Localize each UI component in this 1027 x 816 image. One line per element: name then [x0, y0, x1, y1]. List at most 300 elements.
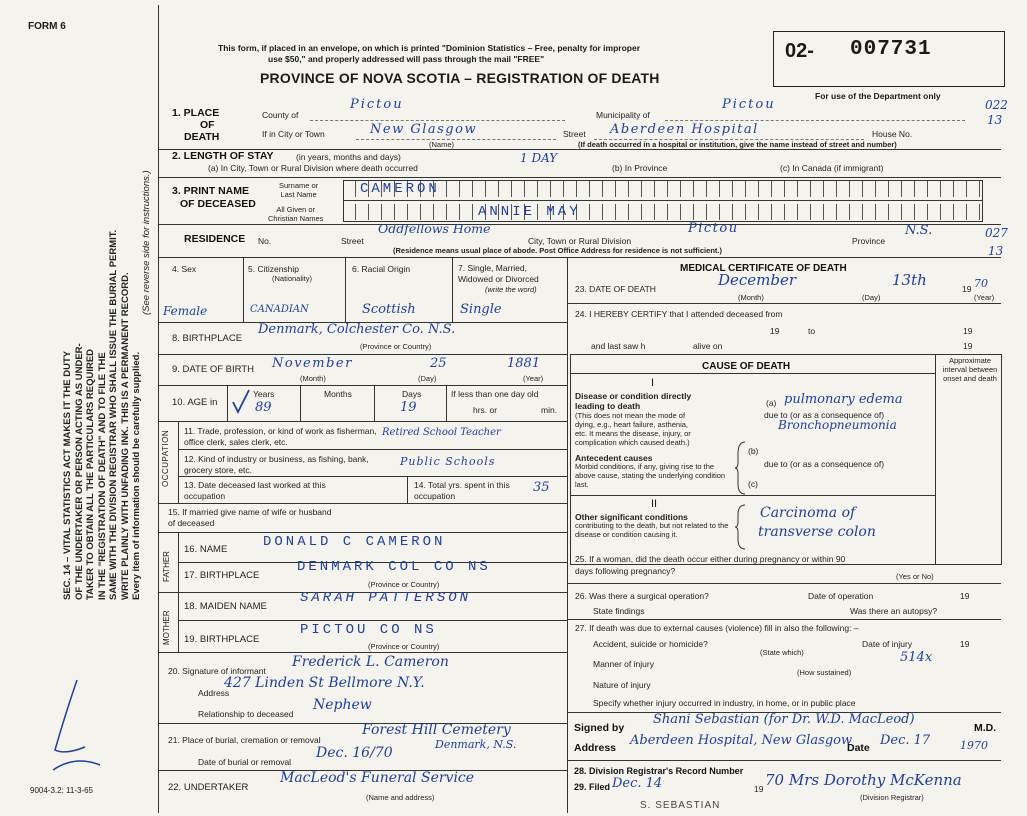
county-value: Pictou — [350, 97, 404, 112]
deceased-name-label: 3. PRINT NAME OF DECEASED — [172, 185, 256, 210]
days-label: Days — [402, 389, 422, 399]
street-label: Street — [563, 129, 586, 139]
burial-date-value: Dec. 16/70 — [316, 745, 393, 761]
signed-by-label: Signed by — [574, 722, 625, 734]
name-grid-cell — [408, 204, 421, 220]
name-grid-cell — [382, 204, 395, 220]
registrar-signature: 70 Mrs Dorothy McKenna — [765, 771, 962, 789]
form-id: FORM 6 — [28, 21, 66, 32]
age-div-4 — [446, 385, 447, 421]
footer-code: 9004-3.2: 11-3-65 — [30, 786, 94, 795]
cause-b-tag: (b) — [748, 446, 759, 456]
name-grid-cell — [343, 181, 356, 197]
name-grid-cell — [421, 204, 434, 220]
antecedent-note: Morbid conditions, if any, giving rise to the above cause, stating the underlying condition last. — [575, 462, 726, 489]
marital-value: Single — [460, 302, 502, 317]
father-side-label: FATHER — [162, 551, 171, 582]
name-grid-cell — [668, 181, 681, 197]
state-which-label: (State which) — [760, 648, 804, 657]
municipality-label: Municipality of — [596, 110, 650, 120]
name-grid-cell — [395, 204, 408, 220]
name-grid-cell — [967, 181, 980, 197]
name-grid-cell — [772, 204, 785, 220]
state-findings-label: State findings — [593, 606, 645, 616]
name-grid-cell — [876, 204, 889, 220]
mother-maiden-label: 18. MAIDEN NAME — [184, 601, 267, 612]
cause-a-tag: (a) — [766, 398, 777, 408]
min-label: min. — [541, 405, 558, 415]
other-conditions-label: Other significant conditions — [575, 512, 688, 522]
name-grid-cell — [720, 181, 733, 197]
name-grid-cell — [551, 181, 564, 197]
name-grid-cell — [629, 204, 642, 220]
city-line — [356, 139, 556, 140]
residence-street-value: Oddfellows Home — [378, 221, 491, 236]
name-grid-cell — [837, 204, 850, 220]
informant-address-value: 427 Linden St Bellmore N.Y. — [224, 675, 425, 691]
rule-4 — [158, 257, 1001, 258]
mother-maiden-value: SARAH PATTERSON — [300, 590, 472, 606]
given-value: ANNIE MAY — [478, 204, 581, 220]
name-grid-cell — [824, 181, 837, 197]
city-label: If in City or Town — [262, 129, 325, 139]
date-of-death-label: 23. DATE OF DEATH — [575, 284, 656, 294]
name-grid-cell — [525, 181, 538, 197]
rule-1 — [158, 149, 1001, 150]
mother-side-line — [178, 592, 179, 652]
relationship-label: Relationship to deceased — [198, 709, 294, 719]
residence-note: (Residence means usual place of abode. Post Office Address for residence is not sufficient.) — [393, 246, 722, 255]
mother-birthplace-label: 19. BIRTHPLACE — [184, 634, 260, 645]
name-grid-cell — [850, 204, 863, 220]
sig-address-label: Address — [574, 742, 617, 754]
dob-month: November — [272, 356, 353, 371]
sex-label: 4. Sex — [172, 264, 197, 274]
birthplace-value: Denmark, Colchester Co. N.S. — [258, 322, 456, 337]
direct-cause-label: Disease or condition directly leading to death — [575, 391, 692, 411]
name-grid-cell — [824, 204, 837, 220]
name-grid-cell — [798, 204, 811, 220]
rule-7 — [158, 385, 567, 386]
name-grid-cell — [473, 181, 486, 197]
father-birthplace-value: DENMARK COL CO NS — [297, 559, 491, 575]
sig-date-value: Dec. 17 — [880, 733, 931, 748]
age-div-1 — [227, 385, 228, 421]
name-grid-cell — [564, 181, 577, 197]
filed-date: Dec. 14 — [612, 776, 663, 791]
years-label: Years — [253, 389, 275, 399]
death-year: 70 — [974, 277, 988, 290]
death-day-sub: (Day) — [862, 293, 881, 302]
name-grid-cell — [902, 181, 915, 197]
name-grid-cell — [343, 204, 356, 220]
burial-place-value-2: Denmark, N.S. — [435, 738, 517, 751]
age-div-3 — [374, 385, 375, 421]
dept-code-b: 13 — [987, 113, 1003, 127]
age-days-value: 19 — [400, 400, 417, 415]
total-years-label: 14. Total yrs. spent in this occupation — [414, 480, 510, 501]
citizenship-label: 5. Citizenship — [248, 264, 300, 274]
given-label: All Given or Christian Names — [268, 205, 324, 223]
dob-year-sub: (Year) — [523, 374, 544, 383]
registrar-sub: (Division Registrar) — [860, 793, 924, 802]
name-grid-cell — [733, 181, 746, 197]
rule-m1 — [567, 303, 1001, 304]
certify-label: 24. I HEREBY CERTIFY that I attended deceased from — [575, 309, 783, 319]
father-birthplace-label: 17. BIRTHPLACE — [184, 570, 260, 581]
injury-time: 514x — [900, 650, 933, 665]
surname-label: Surname or Last Name — [279, 181, 319, 199]
mail-notice-2: use $50," and properly addressed will pass through the mail "FREE" — [268, 54, 545, 64]
county-line — [310, 120, 565, 121]
name-grid-cell — [590, 204, 603, 220]
name-grid-cell — [655, 204, 668, 220]
name-grid-cell — [772, 181, 785, 197]
name-grid-cell — [746, 204, 759, 220]
undertaker-label: 22. UNDERTAKER — [168, 782, 249, 793]
county-label: County of — [262, 110, 299, 120]
name-grid-cell — [863, 204, 876, 220]
q26-label: 26. Was there a surgical operation? — [575, 591, 709, 601]
name-grid-cell — [889, 181, 902, 197]
sig-address-value: Aberdeen Hospital, New Glasgow — [630, 733, 853, 748]
alive-on-label: alive on — [693, 341, 723, 351]
trade-label: 11. Trade, profession, or kind of work as fisherman, office clerk, sales clerk, etc. — [184, 426, 377, 447]
name-grid-cell — [434, 204, 447, 220]
burial-place-value: Forest Hill Cemetery — [362, 722, 511, 738]
name-grid-cell — [941, 204, 954, 220]
dept-code-c: 027 — [985, 226, 1008, 240]
autopsy-label: Was there an autopsy? — [850, 606, 938, 616]
name-grid-cell — [642, 181, 655, 197]
name-grid-cell — [694, 181, 707, 197]
q25-label: 25. If a woman, did the death occur either during pregnancy or within 90 days following pregnancy? — [575, 554, 846, 576]
name-grid-cell — [629, 181, 642, 197]
municipality-value: Pictou — [722, 97, 776, 112]
mother-sub: (Province or Country) — [368, 642, 440, 651]
name-grid-cell — [590, 181, 603, 197]
signed-by-value: Shani Sebastian (for Dr. W.D. MacLeod) — [653, 712, 915, 727]
informant-sig-label: 20. Signature of informant — [168, 666, 266, 676]
name-grid-cell — [577, 181, 590, 197]
stay-b-label: (b) In Province — [612, 163, 668, 173]
sex-value: Female — [163, 304, 208, 318]
last-worked-label: 13. Date deceased last worked at this occupation — [184, 480, 326, 501]
rule-8 — [158, 421, 567, 422]
name-grid-cell — [954, 181, 967, 197]
name-grid-cell — [512, 181, 525, 197]
street-value: Aberdeen Hospital — [610, 122, 759, 137]
name-grid-cell — [733, 204, 746, 220]
marital-sub: (write the word) — [485, 285, 537, 294]
race-divider — [452, 257, 453, 322]
name-grid-cell — [902, 204, 915, 220]
length-of-stay-sub: (in years, months and days) — [296, 152, 401, 162]
rule-q26 — [567, 619, 1001, 620]
rule-10 — [178, 476, 567, 477]
residence-city-value: Pictou — [688, 221, 739, 236]
roman-2: II — [651, 498, 658, 510]
hospital-note: (If death occurred in a hospital or institution, give the name instead of street and number) — [578, 140, 897, 149]
see-reverse-note: (See reverse side for instructions.) — [141, 170, 152, 315]
industry-value: Public Schools — [400, 455, 496, 468]
op-date-label: Date of operation — [808, 591, 874, 601]
informant-address-label: Address — [198, 688, 230, 698]
rule-2 — [158, 177, 1001, 178]
sex-divider — [243, 257, 244, 322]
rule-11 — [158, 503, 567, 504]
cause-a-value: pulmonary edema — [784, 392, 903, 407]
department-use-label: For use of the Department only — [815, 91, 941, 101]
dob-year: 1881 — [507, 356, 541, 371]
name-grid-cell — [447, 181, 460, 197]
age-div-2 — [300, 385, 301, 421]
name-grid-cell — [811, 181, 824, 197]
name-grid-cell — [616, 181, 629, 197]
q27-label: 27. If death was due to external causes (violence) fill in also the following: – — [575, 623, 859, 633]
death-month: December — [718, 271, 797, 289]
cit-divider — [345, 257, 346, 322]
place-of-death-label: 1. PLACE OF DEATH — [172, 107, 220, 143]
name-grid-cell — [876, 181, 889, 197]
accident-label: Accident, suicide or homicide? — [593, 639, 708, 649]
municipality-line — [665, 120, 965, 121]
informant-sig-value: Frederick L. Cameron — [292, 654, 449, 670]
mother-birthplace-value: PICTOU CO NS — [300, 622, 437, 638]
stay-a-value: 1 DAY — [520, 151, 558, 165]
direct-cause-note: (This does not mean the mode of dying, e.g., heart failure, asthenia, etc. It means the disease, injury, or complication which caused death.) — [575, 411, 691, 447]
interval-label: Approximate interval between onset and death — [942, 356, 998, 383]
due-to-label-2: due to (or as a consequence of) — [764, 459, 885, 469]
birthplace-label: 8. BIRTHPLACE — [172, 333, 243, 344]
name-grid-cell — [889, 204, 902, 220]
registration-prefix: 02- — [785, 40, 814, 62]
house-no-label: House No. — [872, 129, 913, 139]
name-grid-cell — [928, 204, 941, 220]
cause-title: CAUSE OF DEATH — [702, 361, 791, 372]
name-grid-cell — [486, 181, 499, 197]
name-grid-cell — [356, 204, 369, 220]
name-grid-cell — [499, 181, 512, 197]
birthplace-sub: (Province or Country) — [360, 342, 432, 351]
rule-6 — [158, 354, 567, 355]
rule-3 — [158, 224, 1001, 225]
certify-19-c: 19 — [963, 341, 973, 351]
name-grid-cell — [915, 181, 928, 197]
other-brace — [735, 503, 747, 551]
rule-cause-ii — [570, 495, 935, 496]
citizenship-sub: (Nationality) — [272, 274, 313, 283]
name-grid-cell — [460, 181, 473, 197]
name-grid-cell — [954, 204, 967, 220]
last-saw-label: and last saw h — [591, 341, 646, 351]
dob-day-sub: (Day) — [418, 374, 437, 383]
name-grid-cell — [785, 181, 798, 197]
dob-month-sub: (Month) — [300, 374, 326, 383]
stay-a-label: (a) In City, Town or Rural Division where death occurred — [208, 163, 418, 173]
death-year-prefix: 19 — [962, 284, 972, 294]
yes-no-label: (Yes or No) — [896, 572, 934, 581]
hrs-label: hrs. or — [473, 405, 498, 415]
length-of-stay-label: 2. LENGTH OF STAY — [172, 150, 274, 162]
age-label: 10. AGE in — [172, 397, 218, 408]
citizenship-value: CANADIAN — [250, 304, 309, 315]
name-sub-label: (Name) — [429, 140, 455, 149]
name-grid-cell — [759, 181, 772, 197]
occ-div — [407, 476, 408, 503]
injury-date-label: Date of injury — [862, 639, 913, 649]
residence-province-label: Province — [852, 236, 886, 246]
name-grid-cell — [603, 181, 616, 197]
certify-19-a: 19 — [770, 326, 780, 336]
name-grid-cell — [928, 181, 941, 197]
name-grid-cell — [681, 181, 694, 197]
name-grid-mid — [343, 200, 983, 201]
manner-label: Manner of injury — [593, 659, 654, 669]
name-grid-cell — [655, 181, 668, 197]
main-left-border — [158, 5, 159, 813]
months-label: Months — [324, 389, 352, 399]
mother-side-label: MOTHER — [162, 610, 171, 645]
certify-19-b: 19 — [963, 326, 973, 336]
dob-label: 9. DATE OF BIRTH — [172, 364, 254, 375]
name-grid-cell — [447, 204, 460, 220]
dept-code-a: 022 — [985, 98, 1008, 112]
name-grid-cell — [668, 204, 681, 220]
center-divider — [567, 257, 568, 813]
sebastian-stamp: S. SEBASTIAN — [640, 800, 721, 811]
undertaker-value: MacLeod's Funeral Service — [280, 770, 475, 786]
name-grid-cell — [785, 204, 798, 220]
racial-value: Scottish — [362, 302, 416, 317]
name-grid-cell — [707, 181, 720, 197]
spouse-label: 15. If married give name of wife or husband of deceased — [168, 507, 332, 528]
father-name-label: 16. NAME — [184, 544, 228, 555]
q29-label: 29. Filed — [574, 782, 611, 792]
other-condition-2: transverse colon — [758, 524, 876, 540]
dob-day: 25 — [430, 356, 447, 371]
specify-label: Specify whether injury occurred in industry, in home, or in public place — [593, 698, 856, 708]
medical-title: MEDICAL CERTIFICATE OF DEATH — [680, 263, 847, 274]
mail-notice-1: This form, if placed in an envelope, on which is printed "Dominion Statistics – Free, penalty for improper — [218, 43, 641, 53]
cause-a2-value: Bronchopneumonia — [778, 418, 897, 432]
stay-c-label: (c) In Canada (if immigrant) — [780, 163, 884, 173]
registration-number: 007731 — [850, 38, 932, 61]
name-grid-cell — [850, 181, 863, 197]
name-grid-cell — [707, 204, 720, 220]
cause-c-tag: (c) — [748, 479, 758, 489]
rule-sig — [567, 760, 1001, 761]
residence-province-value: N.S. — [905, 223, 933, 238]
burial-date-label: Date of burial or removal — [198, 757, 292, 767]
injury-date-19: 19 — [960, 639, 970, 649]
burial-place-label: 21. Place of burial, cremation or removal — [168, 735, 321, 745]
death-day: 13th — [892, 271, 927, 289]
form-title: PROVINCE OF NOVA SCOTIA – REGISTRATION OF DEATH — [260, 70, 660, 86]
rule-12 — [158, 532, 567, 533]
trade-value: Retired School Teacher — [382, 427, 501, 438]
residence-no-label: No. — [258, 236, 272, 246]
initials-scribble — [45, 675, 115, 775]
certify-to: to — [808, 326, 816, 336]
rule-q25 — [567, 583, 1001, 584]
residence-street-label: Street — [341, 236, 364, 246]
name-grid-cell — [369, 204, 382, 220]
sig-date-label: Date — [847, 742, 870, 754]
relationship-value: Nephew — [313, 697, 372, 713]
industry-label: 12. Kind of industry or business, as fishing, bank, grocery store, etc. — [184, 454, 369, 475]
sig-year-value: 1970 — [960, 739, 988, 752]
rule-9 — [178, 449, 567, 450]
occupation-side-line — [178, 421, 179, 503]
name-grid-cell — [798, 181, 811, 197]
death-month-sub: (Month) — [738, 293, 764, 302]
less-than-day-label: If less than one day old — [451, 389, 539, 399]
name-grid-cell — [694, 204, 707, 220]
father-sub: (Province or Country) — [368, 580, 440, 589]
name-grid-cell — [460, 204, 473, 220]
rule-16 — [158, 652, 567, 653]
name-grid-cell — [616, 204, 629, 220]
name-grid-cell — [915, 204, 928, 220]
name-grid-cell — [941, 181, 954, 197]
due-to-label-1: due to (or as a consequence of) — [764, 410, 885, 420]
name-grid-cell — [811, 204, 824, 220]
total-years-value: 35 — [533, 480, 550, 495]
interval-divider — [935, 354, 936, 565]
city-value: New Glasgow — [370, 122, 478, 137]
filed-19: 19 — [754, 784, 764, 794]
name-grid-cell — [863, 181, 876, 197]
name-grid-cell — [967, 204, 980, 220]
racial-label: 6. Racial Origin — [352, 264, 411, 274]
name-grid-cell — [681, 204, 694, 220]
occupation-side-label: OCCUPATION — [161, 429, 170, 487]
name-grid-cell — [720, 204, 733, 220]
roman-1: I — [651, 377, 655, 389]
antecedent-brace — [735, 440, 747, 496]
name-grid-cell — [642, 204, 655, 220]
other-conditions-note: contributing to the death, but not related to the disease or condition causing it. — [575, 521, 729, 539]
name-grid-cell — [759, 204, 772, 220]
op-date-19: 19 — [960, 591, 970, 601]
name-grid-cell — [837, 181, 850, 197]
name-grid-cell — [746, 181, 759, 197]
age-check-mark — [230, 388, 252, 416]
rule-cause-title — [570, 373, 935, 374]
q28-label: 28. Division Registrar's Record Number — [574, 766, 744, 776]
other-condition-1: Carcinoma of — [760, 505, 856, 521]
name-grid-cell — [603, 204, 616, 220]
antecedent-label: Antecedent causes — [575, 453, 653, 463]
residence-label: RESIDENCE — [184, 233, 246, 245]
dept-code-d: 13 — [988, 244, 1004, 258]
death-year-sub: (Year) — [974, 293, 995, 302]
md-label: M.D. — [974, 722, 997, 734]
name-grid-cell — [538, 181, 551, 197]
surname-value: CAMERON — [360, 181, 440, 197]
age-years-value: 89 — [255, 400, 272, 415]
marital-label: 7. Single, Married, Widowed or Divorced — [458, 263, 539, 284]
side-instructions: SEC. 14 – VITAL STATISTICS ACT MAKES IT THE DUTY OF THE UNDERTAKER OR PERSON ACTING AS UNDER- TAKER TO OBTAIN ALL THE PARTICULARS REQUIRED IN THE "REGISTRATION OF DEATH" AND TO FILE THE SAME WITH THE DIVISION REGISTRAR WHO SHALL ISSUE THE BURIAL PERMIT. WRITE PLAINLY WITH UNFADING INK. THIS IS A PERMANENT RECORD. Every item of information should be carefully supplied. — [62, 229, 142, 600]
given-cells — [343, 204, 980, 220]
rule-15 — [178, 620, 567, 621]
undertaker-sub: (Name and address) — [366, 793, 435, 802]
residence-city-label: City, Town or Rural Division — [528, 236, 632, 246]
how-sustained-label: (How sustained) — [797, 668, 852, 677]
father-name-value: DONALD C CAMERON — [263, 534, 446, 550]
nature-label: Nature of injury — [593, 680, 651, 690]
